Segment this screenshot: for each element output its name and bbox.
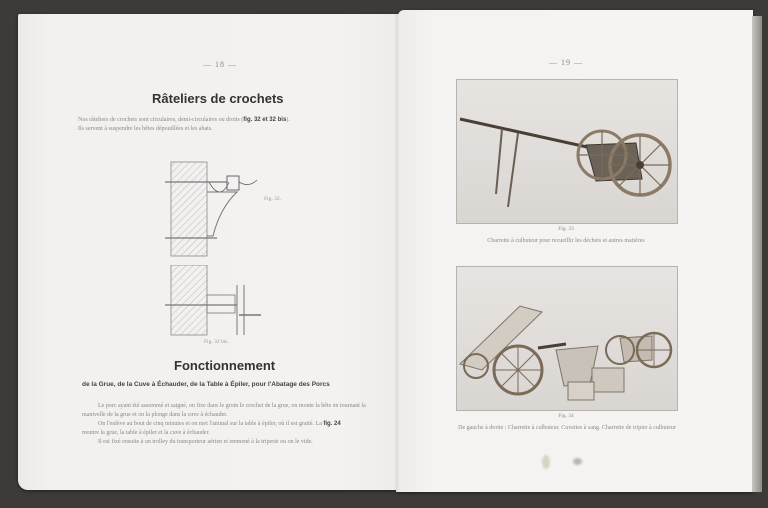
page-number-left: — 18 — bbox=[203, 60, 237, 69]
paragraph: montre la grue, la table à épiler et la cuve à échauder. bbox=[82, 430, 210, 436]
hook-rack-drawing-fig32bis bbox=[165, 265, 265, 337]
page-stack-edge bbox=[752, 16, 762, 492]
paper-stain bbox=[542, 455, 550, 469]
section-title-fonctionnement: Fonctionnement bbox=[174, 358, 276, 373]
paragraph-text: Nos râteliers de crochets sont circulaires, demi-circulaires ou droits ( bbox=[78, 117, 244, 123]
paragraph bbox=[82, 420, 372, 429]
rateliers-paragraph bbox=[78, 116, 368, 134]
fonctionnement-paragraphs bbox=[82, 402, 372, 447]
hook-rack-drawing-fig32 bbox=[165, 158, 265, 258]
paragraph: Le porc ayant été assommé et saigné, on fixe dans le groin le crochet de la grue, on monte la bête en tournant la manivelle de la grue et on la plonge dans la cuve à échauder. bbox=[82, 403, 366, 418]
figure-label-34: Fig. 34 bbox=[558, 413, 574, 419]
figure-label-32bis: Fig. 32 bis. bbox=[204, 339, 229, 345]
figure-reference: fig. 32 et 32 bis bbox=[243, 117, 287, 123]
figure-label-33: Fig. 33 bbox=[558, 226, 574, 232]
tipping-cart-illustration bbox=[456, 79, 676, 222]
paragraph-text: Ils servent à suspendre les bêtes dépouillées et les abats. bbox=[78, 126, 213, 132]
caption-fig34: De gauche à droite : Charrette à culbuteur. Cuvettes à sang. Charrette de tripier à culbuteur bbox=[458, 425, 676, 431]
paragraph: Il est fixé ensuite à un trolley du transporteur aérien et emmené à la triperie ou on le vide. bbox=[98, 439, 313, 445]
paragraph-text: ). bbox=[286, 117, 290, 123]
paper-stain bbox=[573, 458, 582, 465]
section-subtitle: de la Grue, de la Cuve à Échauder, de la Table à Épiler, pour l'Abatage des Porcs bbox=[82, 381, 330, 388]
book-gutter bbox=[396, 14, 400, 492]
caption-fig33: Charrette à culbuteur pour recueillir les déchets et autres matières bbox=[487, 238, 645, 244]
page-number-right: — 19 — bbox=[549, 58, 583, 67]
figure-label-32: Fig. 32. bbox=[264, 196, 281, 202]
figure-reference: fig. 24 bbox=[323, 421, 341, 427]
carts-and-basins-illustration bbox=[456, 266, 676, 409]
section-title-rateliers: Râteliers de crochets bbox=[152, 91, 284, 106]
paragraph-text: On l'enlève au bout de cinq minutes et on met l'animal sur la table à épiler, où il est gratté. La bbox=[98, 421, 322, 427]
